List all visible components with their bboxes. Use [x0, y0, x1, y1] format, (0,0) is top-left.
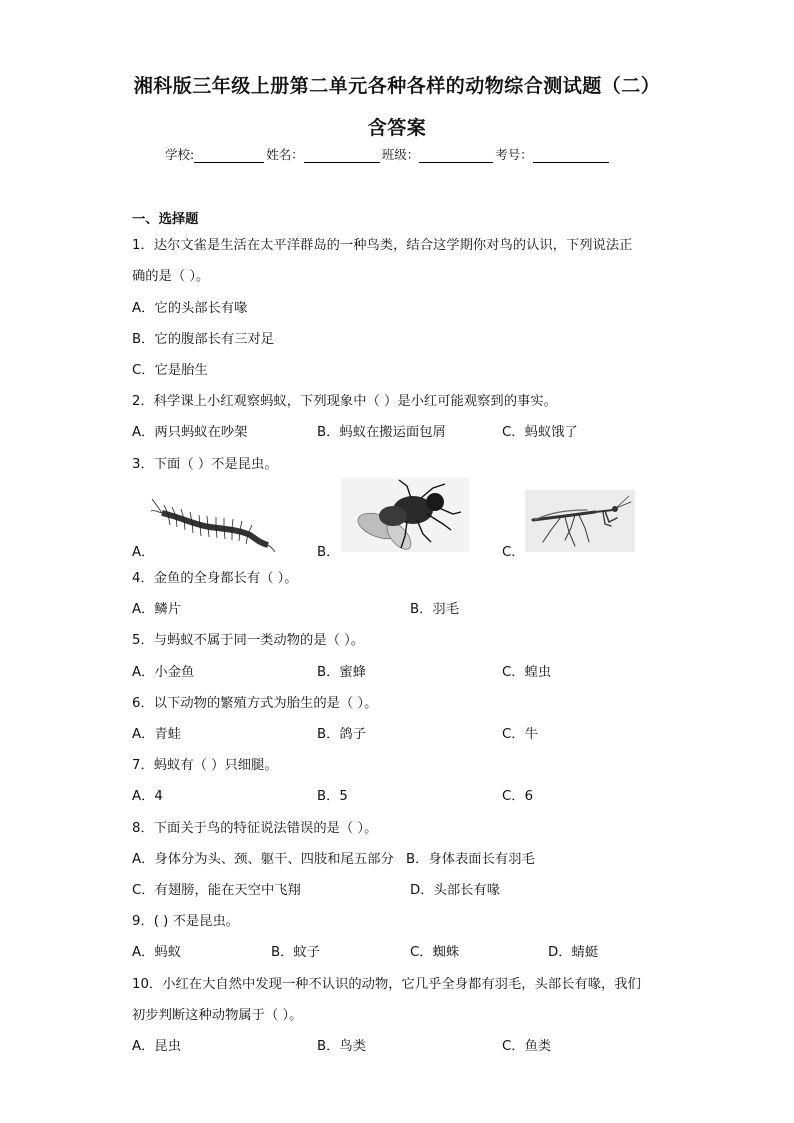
student-info-row	[165, 145, 611, 163]
mantis-image	[525, 490, 635, 552]
question-10-stem: 10．小红在大自然中发现一种不认识的动物，它几乎全身都有羽毛，头部长有喙，我们	[132, 977, 641, 992]
question-8-option-d[interactable]: D．头部长有喙	[410, 883, 501, 898]
question-9-option-c[interactable]: C．蜘蛛	[410, 945, 460, 960]
question-5-option-a[interactable]: A．小金鱼	[132, 665, 195, 680]
question-1-option-c[interactable]: C．它是胎生	[132, 363, 208, 378]
question-3-option-b[interactable]: B．	[317, 545, 340, 560]
question-4-option-a[interactable]: A．鳞片	[132, 602, 181, 617]
question-8-option-b[interactable]: B．身体表面长有羽毛	[406, 852, 535, 867]
question-6-stem: 6．以下动物的繁殖方式为胎生的是（ ）。	[132, 696, 378, 711]
page-subtitle: 含答案	[367, 117, 427, 139]
question-5-stem: 5．与蚂蚁不属于同一类动物的是（ ）。	[132, 633, 365, 648]
question-1-stem: 1．达尔文雀是生活在太平洋群岛的一种鸟类，结合这学期你对鸟的认识，下列说法正	[132, 238, 633, 253]
question-1-option-b[interactable]: B．它的腹部长有三对足	[132, 332, 275, 347]
question-9-stem: 9．( ) 不是昆虫。	[132, 914, 240, 929]
question-2-option-a[interactable]: A．两只蚂蚁在吵架	[132, 425, 248, 440]
centipede-image	[150, 495, 275, 553]
question-6-option-b[interactable]: B．鸽子	[317, 727, 367, 742]
section-heading: 一、选择题	[132, 212, 199, 227]
page-title: 湘科版三年级上册第二单元各种各样的动物综合测试题（二）	[133, 75, 661, 97]
question-8-option-c[interactable]: C．有翅膀，能在天空中飞翔	[132, 883, 301, 898]
name-blank[interactable]	[304, 149, 380, 163]
question-2-option-c[interactable]: C．蚂蚁饿了	[502, 425, 578, 440]
question-3-stem: 3．下面（ ）不是昆虫。	[132, 457, 278, 472]
question-10-option-c[interactable]: C．鱼类	[502, 1039, 552, 1054]
school-label: 学校:	[165, 147, 195, 162]
question-7-stem: 7．蚂蚁有（ ）只细腿。	[132, 758, 278, 773]
question-9-option-b[interactable]: B．蚊子	[271, 945, 321, 960]
question-4-option-b[interactable]: B．羽毛	[410, 602, 460, 617]
name-label: 姓名：	[266, 147, 304, 162]
question-5-option-b[interactable]: B．蜜蜂	[317, 665, 367, 680]
question-8-stem: 8．下面关于鸟的特征说法错误的是（ ）。	[132, 821, 378, 836]
question-2-option-b[interactable]: B．蚂蚁在搬运面包屑	[317, 425, 446, 440]
question-10-option-b[interactable]: B．鸟类	[317, 1039, 367, 1054]
question-7-option-b[interactable]: B．5	[317, 789, 348, 804]
question-9-option-d[interactable]: D．蜻蜓	[548, 945, 599, 960]
question-3-option-a[interactable]: A．	[132, 545, 155, 560]
fly-image	[341, 478, 469, 552]
question-2-stem: 2．科学课上小红观察蚂蚁，下列现象中（ ）是小红可能观察到的事实。	[132, 394, 557, 409]
school-blank[interactable]	[194, 149, 264, 163]
question-5-option-c[interactable]: C．蝗虫	[502, 665, 552, 680]
question-9-option-a[interactable]: A．蚂蚁	[132, 945, 181, 960]
question-7-option-c[interactable]: C．6	[502, 789, 534, 804]
question-7-option-a[interactable]: A．4	[132, 789, 163, 804]
question-1-stem-cont: 确的是（ ）。	[132, 269, 210, 284]
question-8-option-a[interactable]: A．身体分为头、颈、躯干、四肢和尾五部分	[132, 852, 394, 867]
class-blank[interactable]	[419, 149, 493, 163]
exam-number-label: 考号：	[495, 147, 533, 162]
question-3-option-c[interactable]: C．	[502, 545, 525, 560]
question-10-option-a[interactable]: A．昆虫	[132, 1039, 181, 1054]
question-6-option-c[interactable]: C．牛	[502, 727, 538, 742]
question-4-stem: 4．金鱼的全身都长有（ ）。	[132, 571, 298, 586]
exam-number-blank[interactable]	[533, 149, 609, 163]
question-10-stem-cont: 初步判断这种动物属于（ ）。	[132, 1008, 303, 1023]
question-6-option-a[interactable]: A．青蛙	[132, 727, 181, 742]
class-label: 班级：	[381, 147, 420, 162]
question-1-option-a[interactable]: A．它的头部长有喙	[132, 301, 248, 316]
